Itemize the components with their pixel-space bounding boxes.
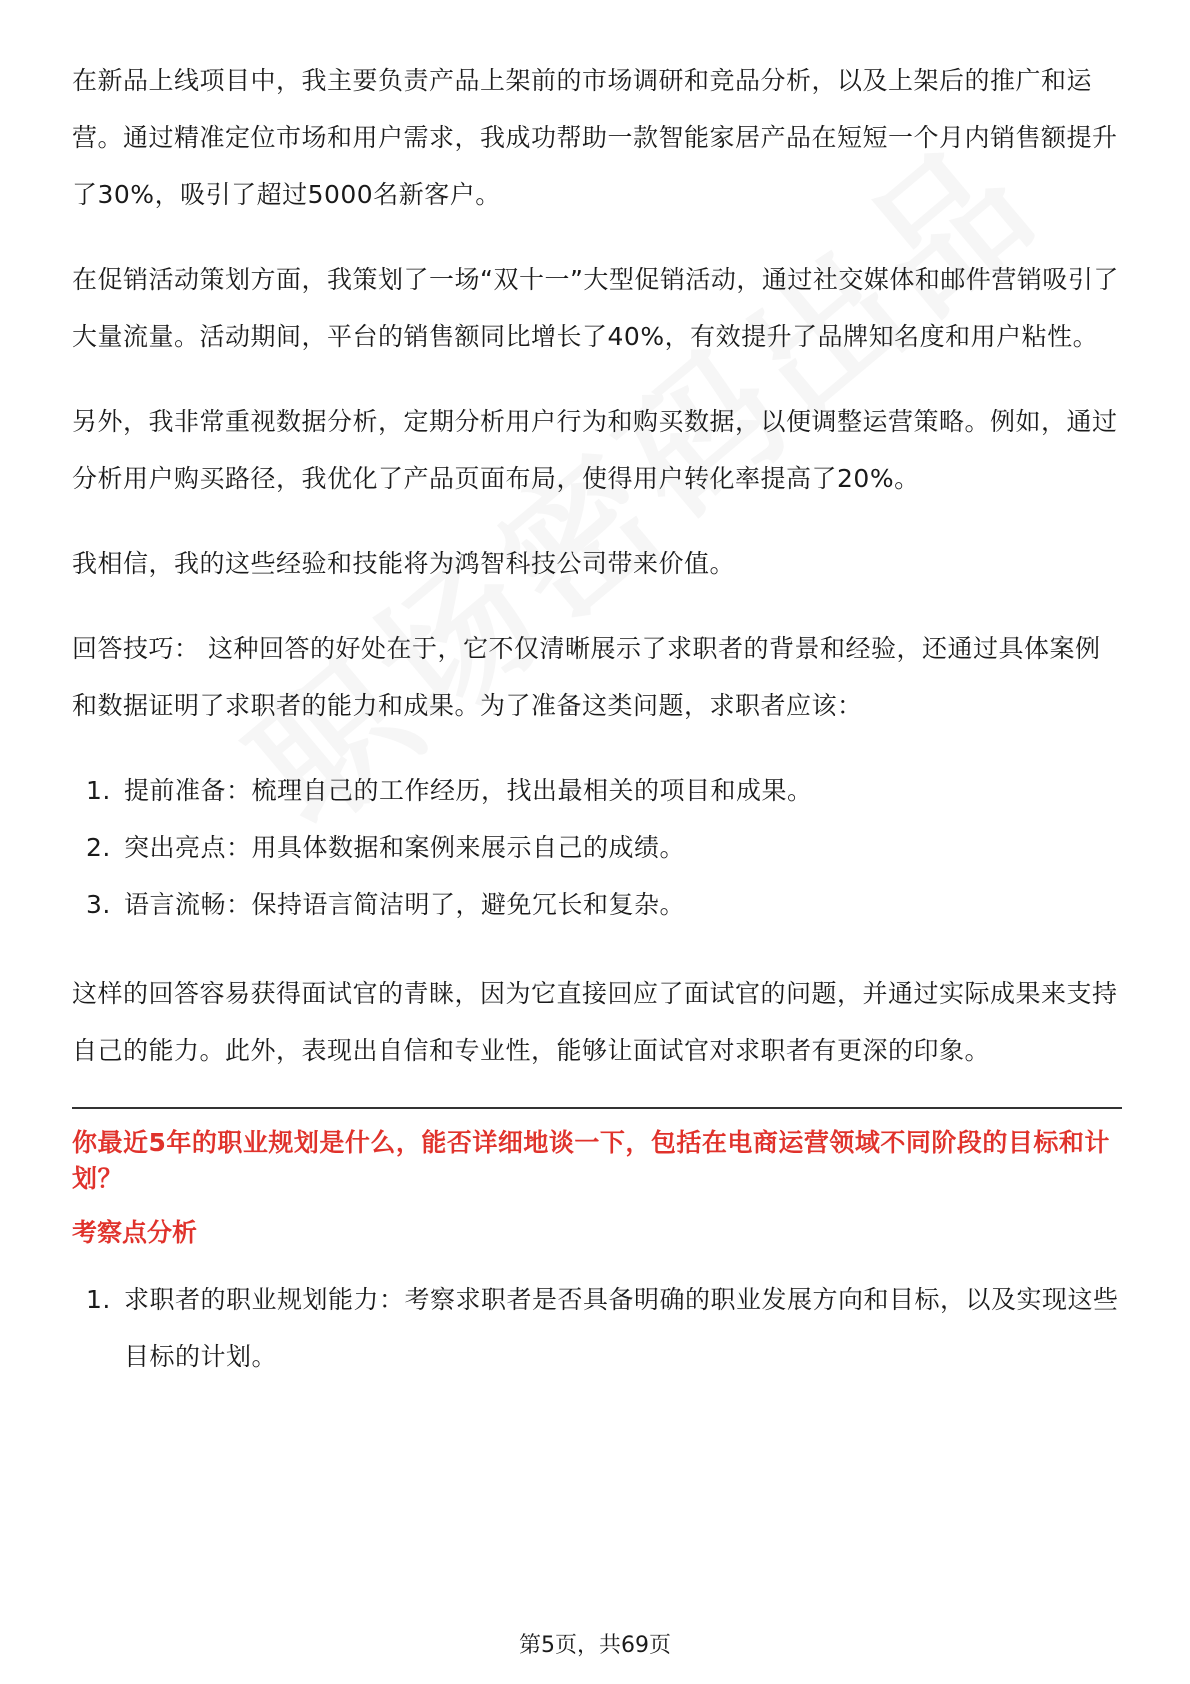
list-text: 突出亮点：用具体数据和案例来展示自己的成绩。 — [124, 833, 686, 862]
list-item — [72, 1271, 1122, 1385]
paragraph-project: 在新品上线项目中，我主要负责产品上架前的市场调研和竞品分析，以及上架后的推广和运营。通过精准定位市场和用户需求，我成功帮助一款智能家居产品在短短一个月内销售额提升了30%，吸引了超过5000名新客户。 — [72, 66, 1118, 209]
list-text: 语言流畅：保持语言简洁明了，避免冗长和复杂。 — [124, 890, 686, 919]
interview-question: 你最近5年的职业规划是什么，能否详细地谈一下，包括在电商运营领域不同阶段的目标和计划？ — [72, 1128, 1110, 1193]
list-number: 2. — [86, 833, 111, 862]
list-number: 1. — [86, 776, 111, 805]
list-number: 1. — [86, 1285, 111, 1314]
paragraph-value: 我相信，我的这些经验和技能将为鸿智科技公司带来价值。 — [72, 549, 736, 578]
tips-list — [72, 762, 1122, 933]
section-divider — [72, 1107, 1122, 1109]
list-item — [72, 762, 1122, 819]
paragraph-conclusion: 这样的回答容易获得面试官的青睐，因为它直接回应了面试官的问题，并通过实际成果来支持自己的能力。此外，表现出自信和专业性，能够让面试官对求职者有更深的印象。 — [72, 979, 1118, 1065]
list-number: 3. — [86, 890, 111, 919]
paragraph-answer-tips: 回答技巧： 这种回答的好处在于，它不仅清晰展示了求职者的背景和经验，还通过具体案例和数据证明了求职者的能力和成果。为了准备这类问题，求职者应该： — [72, 634, 1101, 720]
list-item — [72, 876, 1122, 933]
page-number: 第5页，共69页 — [519, 1633, 671, 1658]
list-item — [72, 819, 1122, 876]
analysis-heading: 考察点分析 — [72, 1218, 198, 1247]
paragraph-data-analysis: 另外，我非常重视数据分析，定期分析用户行为和购买数据，以便调整运营策略。例如，通过分析用户购买路径，我优化了产品页面布局，使得用户转化率提高了20%。 — [72, 407, 1118, 493]
page-content — [72, 52, 1122, 1385]
paragraph-promotion: 在促销活动策划方面，我策划了一场“双十一”大型促销活动，通过社交媒体和邮件营销吸引了大量流量。活动期间，平台的销售额同比增长了40%，有效提升了品牌知名度和用户粘性。 — [72, 265, 1119, 351]
list-text: 求职者的职业规划能力：考察求职者是否具备明确的职业发展方向和目标，以及实现这些目标的计划。 — [124, 1285, 1119, 1371]
list-text: 提前准备：梳理自己的工作经历，找出最相关的项目和成果。 — [124, 776, 813, 805]
analysis-list — [72, 1271, 1122, 1385]
